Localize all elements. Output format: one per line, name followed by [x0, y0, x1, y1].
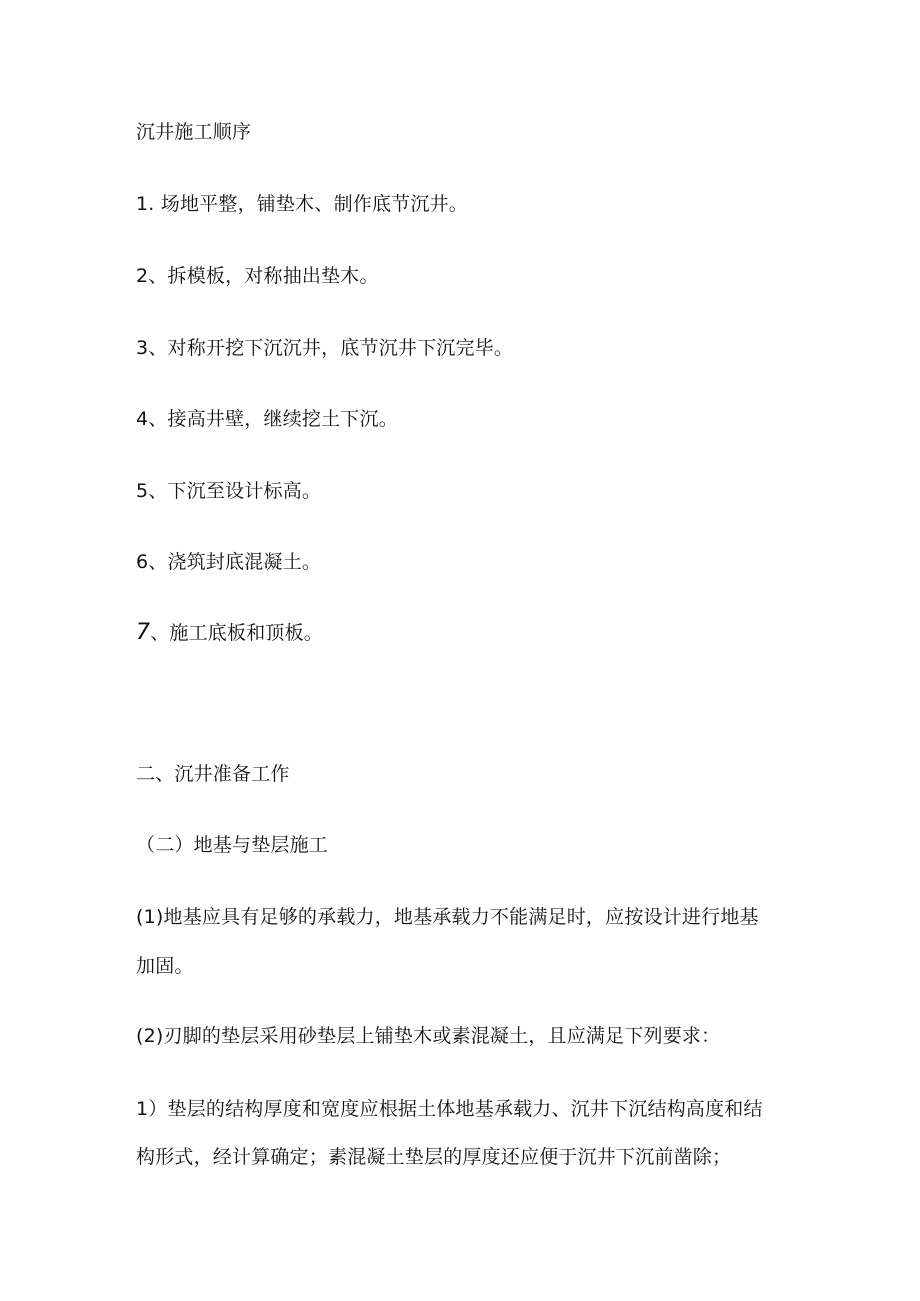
- step-1: 1. 场地平整，铺垫木、制作底节沉井。: [136, 193, 468, 215]
- step-2: 2、拆模板，对称抽出垫木。: [136, 265, 379, 287]
- paragraph-3-line-2: 构形式，经计算确定；素混凝土垫层的厚度还应便于沉井下沉前凿除；: [136, 1146, 732, 1168]
- step-3: 3、对称开挖下沉沉井，底节沉井下沉完毕。: [136, 337, 514, 359]
- paragraph-2: (2)刃脚的垫层采用砂垫层上铺垫木或素混凝土，且应满足下列要求：: [136, 1025, 721, 1047]
- section-heading: 二、沉井准备工作: [136, 763, 290, 785]
- step-7: [136, 621, 323, 645]
- document-title: 沉井施工顺序: [136, 121, 252, 143]
- step-4: 4、接高井壁，继续挖土下沉。: [136, 408, 398, 430]
- paragraph-1-line-2: 加固。: [136, 955, 194, 977]
- step-5: 5、下沉至设计标高。: [136, 480, 322, 502]
- step-6: 6、浇筑封底混凝土。: [136, 551, 322, 573]
- section-subheading: （二）地基与垫层施工: [136, 834, 329, 856]
- step-7-number: 7: [136, 620, 151, 645]
- step-7-text: 、施工底板和顶板。: [150, 622, 324, 644]
- paragraph-1-line-1: (1)地基应具有足够的承载力，地基承载力不能满足时，应按设计进行地基: [136, 906, 759, 928]
- paragraph-3-line-1: 1）垫层的结构厚度和宽度应根据土体地基承载力、沉井下沉结构高度和结: [136, 1098, 763, 1120]
